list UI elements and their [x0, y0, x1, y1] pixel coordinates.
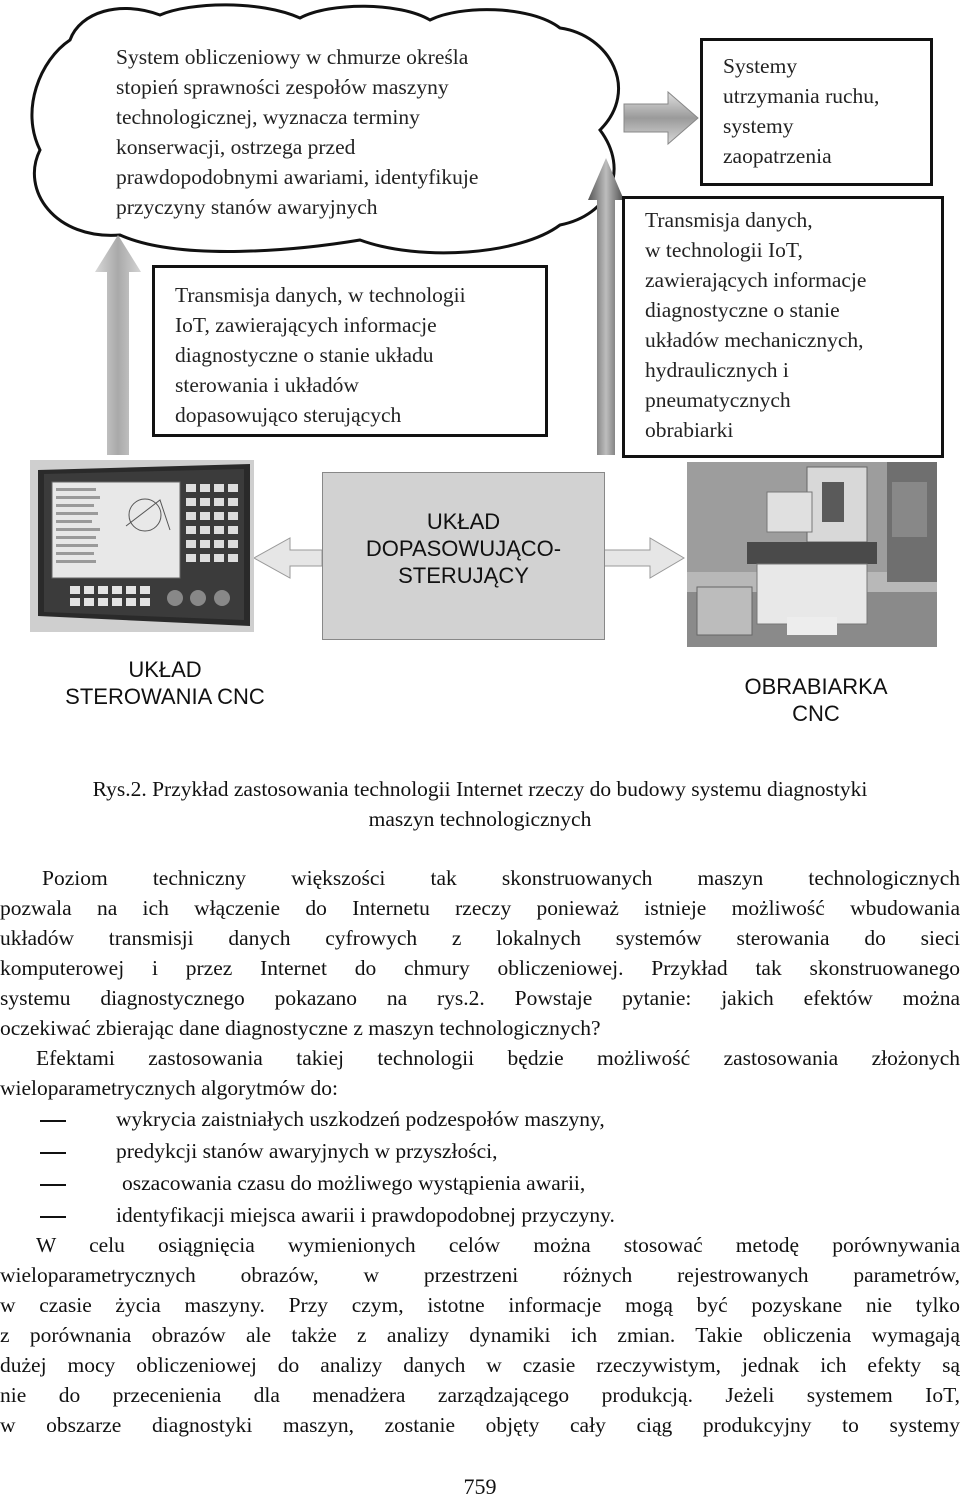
caption-line: Rys.2. Przykład zastosowania technologii Internet rzeczy do budowy systemu diagnostyki	[92, 777, 868, 801]
left-transmission-line: sterowania i układów	[175, 373, 359, 397]
maintenance-line: systemy	[723, 114, 794, 138]
cnc-machine-label	[700, 673, 932, 727]
text-line: oczekiwać zbierając dane diagnostyczne z maszyn technologicznych?	[0, 1016, 601, 1040]
caption-line: maszyn technologicznych	[368, 807, 592, 831]
left-transmission-box	[152, 265, 548, 437]
bullet-text: wykrycia zaistniałych uszkodzeń podzespołów maszyny,	[116, 1107, 605, 1131]
adaptive-unit-line: DOPASOWUJĄCO-	[365, 536, 562, 561]
maintenance-systems-box	[700, 38, 933, 186]
left-transmission-line: diagnostyczne o stanie układu	[175, 343, 434, 367]
text-line: dużej mocy obliczeniowej do analizy danych w czasie rzeczywistym, jednak ich efekty są	[0, 1353, 960, 1377]
text-line: Efektami zastosowania takiej technologii będzie możliwość zastosowania złożonych	[36, 1046, 960, 1070]
cloud-line: przyczyny stanów awaryjnych	[116, 195, 378, 219]
left-transmission-line: Transmisja danych, w technologii	[175, 283, 466, 307]
cnc-machine-drawing	[687, 462, 937, 647]
maintenance-line: utrzymania ruchu,	[723, 84, 880, 108]
text-line: pozwala na ich włączenie do Internetu rzeczy ponieważ istnieje możliwość wbudowania	[0, 896, 960, 920]
cnc-control-panel-image	[30, 460, 254, 632]
right-transmission-line: w technologii IoT,	[645, 238, 803, 262]
text-line: komputerowej i przez Internet do chmury obliczeniowej. Przykład tak skonstruowanego	[0, 956, 960, 980]
text-line: wieloparametrycznych algorytmów do:	[0, 1076, 338, 1100]
arrow-adaptive-to-cnc	[254, 538, 322, 578]
cloud-line: technologicznej, wyznacza terminy	[116, 105, 420, 129]
right-transmission-line: pneumatycznych	[645, 388, 791, 412]
cloud-line: konserwacji, ostrzega przed	[116, 135, 356, 159]
maintenance-line: Systemy	[723, 54, 798, 78]
arrow-adaptive-to-machine	[604, 538, 684, 578]
bullet-item	[40, 1104, 605, 1134]
paragraph-1	[0, 863, 960, 1043]
right-transmission-line: obrabiarki	[645, 418, 734, 442]
text-line: nie do przecenienia dla menadżera zarządzającego produkcją. Jeżeli systemem IoT,	[0, 1383, 960, 1407]
text-line: systemu diagnostycznego pokazano na rys.2. Powstaje pytanie: jakich efektów można	[0, 986, 960, 1010]
cnc-machine-image	[687, 462, 937, 647]
page-number: 759	[463, 1474, 497, 1499]
cnc-control-line: STEROWANIA CNC	[65, 684, 265, 709]
arrow-left-up	[95, 235, 141, 455]
right-transmission-line: diagnostyczne o stanie	[645, 298, 840, 322]
paragraph-3	[0, 1230, 960, 1440]
cloud-line: System obliczeniowy w chmurze określa	[116, 45, 469, 69]
maintenance-line: zaopatrzenia	[723, 144, 832, 168]
text-line: W celu osiągnięcia wymienionych celów można stosować metodę porównywania	[36, 1233, 960, 1257]
right-transmission-line: hydraulicznych i	[645, 358, 789, 382]
adaptive-unit-label	[323, 473, 604, 589]
dash-icon	[40, 1184, 66, 1186]
text-line: układów transmisji danych cyfrowych z lokalnych systemów sterowania do sieci	[0, 926, 960, 950]
right-transmission-line: zawierających informacje	[645, 268, 867, 292]
adaptive-control-unit-box	[322, 472, 605, 640]
text-line: w czasie życia maszyny. Przy czym, istotne informacje mogą być pozyskane nie tylko	[0, 1293, 960, 1317]
adaptive-unit-line: UKŁAD	[426, 509, 501, 534]
cnc-machine-line: OBRABIARKA	[744, 674, 888, 699]
cloud-text	[116, 42, 576, 222]
text-line: z porównania obrazów ale także z analizy dynamiki ich zmian. Takie obliczenia wymagają	[0, 1323, 960, 1347]
text-line: Poziom techniczny większości tak skonstruowanych maszyn technologicznych	[42, 866, 960, 890]
left-transmission-line: dopasowująco sterujących	[175, 403, 402, 427]
left-transmission-line: IoT, zawierających informacje	[175, 313, 437, 337]
dash-icon	[40, 1152, 66, 1154]
arrow-cloud-to-maintenance	[624, 92, 698, 144]
cloud-line: prawdopodobnymi awariami, identyfikuje	[116, 165, 479, 189]
adaptive-unit-line: STERUJĄCY	[398, 563, 529, 588]
cnc-panel-drawing	[30, 460, 254, 632]
dash-icon	[40, 1216, 66, 1218]
bullet-item	[40, 1136, 498, 1166]
text-line: wieloparametrycznych obrazów, w przestrzeni różnych rejestrowanych parametrów,	[0, 1263, 960, 1287]
cnc-control-label	[30, 656, 300, 710]
text-line: w obszarze diagnostyki maszyn, zostanie objęty cały ciąg produkcyjny to systemy	[0, 1413, 960, 1437]
figure-caption	[0, 774, 960, 834]
dash-icon	[40, 1120, 66, 1122]
bullet-item	[40, 1200, 615, 1230]
right-transmission-line: Transmisja danych,	[645, 208, 813, 232]
cnc-machine-line: CNC	[792, 701, 840, 726]
right-transmission-box	[622, 196, 944, 458]
right-transmission-line: układów mechanicznych,	[645, 328, 864, 352]
cloud-line: stopień sprawności zespołów maszyny	[116, 75, 449, 99]
cnc-control-line: UKŁAD	[128, 657, 202, 682]
bullet-text: identyfikacji miejsca awarii i prawdopodobnej przyczyny.	[116, 1203, 615, 1227]
bullet-text: predykcji stanów awaryjnych w przyszłości,	[116, 1139, 498, 1163]
bullet-text: oszacowania czasu do możliwego wystąpienia awarii,	[122, 1171, 586, 1195]
bullet-item	[40, 1168, 585, 1198]
paragraph-2	[0, 1043, 960, 1103]
